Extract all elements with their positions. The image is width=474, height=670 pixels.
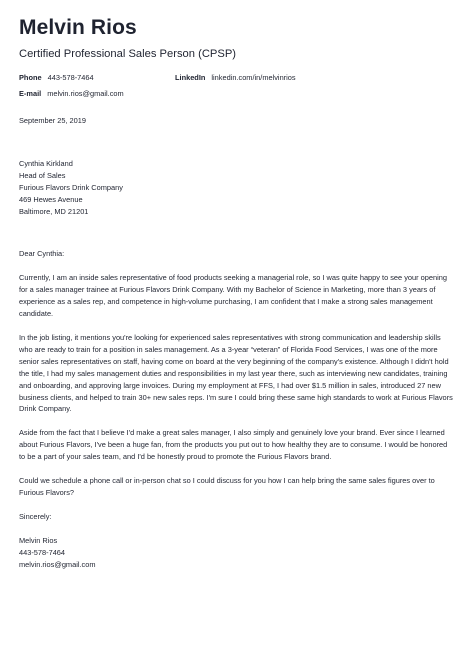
body-paragraph: In the job listing, it mentions you're looking for experienced sales representatives with strong communication and leadership skills who are ready to train for a position in sales management. As a 3-year “veteran” of Florida Food Services, I was one of the more senior sales representatives on staff, having come on board at the very beginning of the company's existence. Although I didn't hold the title, I had my sales management duties and responsibilities in my last year there, such as interviewing new candidates, training and onboarding, and approving large invoices. During my employment at FFS, I had over $1.5 million in sales, introduced 27 new business clients, and helped to train 30+ new sales reps. I'm sure I could bring these same high standards to work at Furious Flavors Drink Company.: [19, 332, 453, 414]
letter-date: September 25, 2019: [19, 116, 86, 125]
contact-info: [19, 73, 455, 109]
greeting: Dear Cynthia:: [19, 249, 65, 259]
signature-phone: 443-578-7464: [19, 547, 66, 557]
recipient-role: Head of Sales: [19, 170, 66, 180]
body-paragraph: Could we schedule a phone call or in-person chat so I could discuss for you how I can help bring the same sales figures over to Furious Flavors?: [19, 476, 435, 497]
signature-email: melvin.rios@gmail.com: [19, 559, 96, 569]
recipient-company: Furious Flavors Drink Company: [19, 182, 123, 192]
phone-label: Phone: [19, 73, 42, 82]
applicant-name: Melvin Rios: [19, 16, 137, 39]
body-paragraph: Currently, I am an inside sales representative of food products seeking a managerial role, so I was quite happy to see your opening for a sales manager trainee at Furious Flavors Drink Company. With my Bachelor of Science in Marketing, more than 3 years of experience as a sales rep, and competence in high-volume purchasing, I am confident that I make a strong sales management candidate.: [19, 273, 447, 319]
contact-phone: [19, 73, 94, 82]
signature-block: [19, 535, 455, 571]
linkedin-label: LinkedIn: [175, 73, 206, 82]
signature-name: Melvin Rios: [19, 535, 58, 545]
contact-email: [19, 89, 124, 98]
contact-linkedin: [175, 73, 296, 82]
recipient-name: Cynthia Kirkland: [19, 158, 73, 168]
email-label: E-mail: [19, 89, 42, 98]
email-value: melvin.rios@gmail.com: [47, 89, 124, 98]
linkedin-value: linkedin.com/in/melvinrios: [211, 73, 296, 82]
recipient-city: Baltimore, MD 21201: [19, 206, 89, 216]
phone-value: 443-578-7464: [47, 73, 94, 82]
closing: Sincerely:: [19, 511, 52, 521]
body-paragraph: Aside from the fact that I believe I'd make a great sales manager, I also simply and genuinely love your brand. Ever since I learned about Furious Flavors, I've been a huge fan, from the products you put out to how healthy they are to consume. I would be honored to be a part of your sales team, and I'd be honestly proud to promote the Furious Flavors brand.: [19, 428, 448, 462]
recipient-street: 469 Hewes Avenue: [19, 194, 83, 204]
recipient-block: [19, 158, 455, 218]
applicant-title: Certified Professional Sales Person (CPSP): [19, 48, 237, 60]
